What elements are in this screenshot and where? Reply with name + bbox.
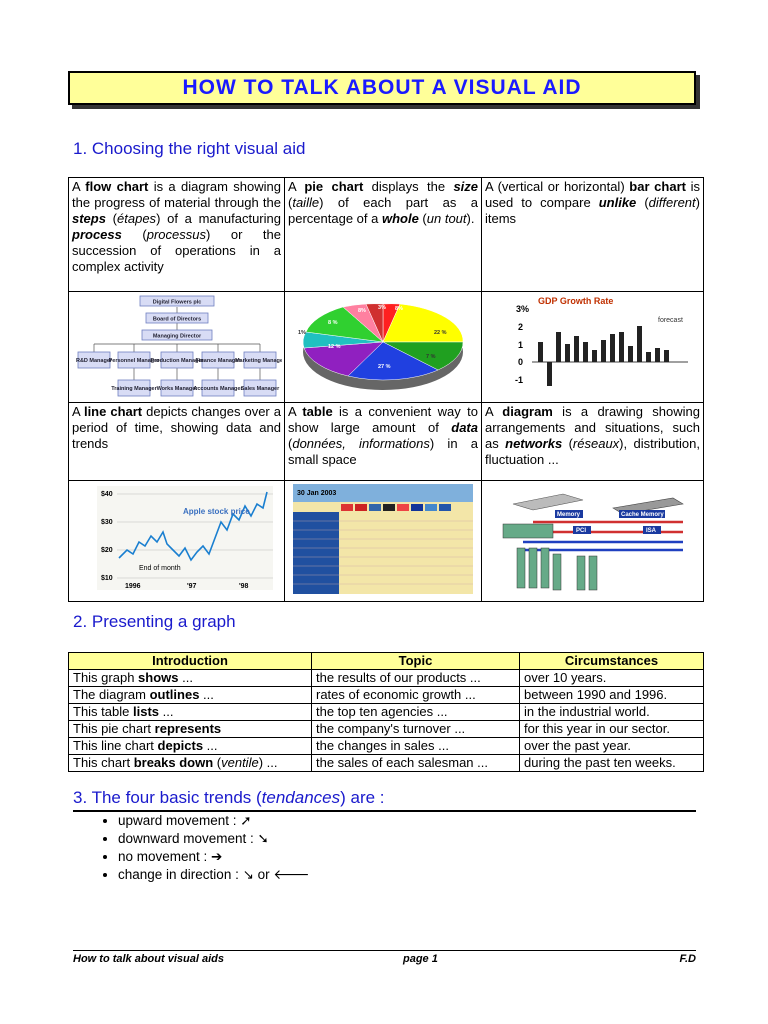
svg-text:$30: $30 [100, 519, 113, 526]
org-chart-illustration [72, 292, 282, 398]
computer-diagram-illustration [493, 484, 693, 594]
section-3-heading: 3. The four basic trends (tendances) are : [73, 788, 696, 812]
table-row: This pie chart represents the company's turnover ... for this year in our sector. [69, 721, 704, 738]
bar-forecast-label: forecast [657, 317, 683, 324]
table-row: The diagram outlines ... rates of economic growth ... between 1990 and 1996. [69, 687, 704, 704]
bar-illustration [488, 292, 698, 398]
page-title: HOW TO TALK ABOUT A VISUAL AID [182, 76, 582, 99]
col-header-circumstances: Circumstances [520, 653, 704, 670]
line-chart-image [69, 481, 285, 602]
diagram-cell: A diagram is a drawing showing arrangements and situations, such as networks (réseaux), distribution, fluctuation ... [482, 403, 704, 481]
org-board-label: Board of Directors [152, 316, 201, 323]
svg-text:Cache Memory: Cache Memory [620, 512, 664, 518]
org-works-label: Works Manager [156, 386, 197, 392]
org-marketing-label: Marketing Manager [234, 358, 282, 364]
svg-text:ISA: ISA [645, 528, 656, 534]
svg-text:12 %: 12 % [328, 344, 341, 350]
table-illustration [293, 484, 473, 594]
list-item: • change in direction : ↘ or 🡐 [118, 866, 310, 884]
line-xlabel: End of month [138, 565, 181, 572]
svg-text:22 %: 22 % [434, 330, 447, 336]
list-item: • upward movement : ➚ [118, 812, 310, 830]
svg-text:-1: -1 [514, 375, 523, 385]
svg-text:0: 0 [517, 357, 523, 367]
flow-chart-cell: A flow chart is a diagram showing the progress of material through the steps (étapes) of a manufacturing process (processus) or the succession of operations in a complex activity [69, 178, 285, 292]
svg-text:$40: $40 [100, 491, 113, 498]
svg-text:7 %: 7 % [426, 354, 436, 360]
flow-chart-image [69, 292, 285, 403]
org-training-label: Training Manager [110, 386, 157, 392]
list-item: • downward movement : ➘ [118, 830, 310, 848]
svg-text:8 %: 8 % [328, 320, 338, 326]
line-chart-cell: A line chart depicts changes over a period of time, showing data and trends [69, 403, 285, 481]
svg-text:$20: $20 [100, 547, 113, 554]
table-row: This chart breaks down (ventile) ... the sales of each salesman ... during the past ten weeks. [69, 755, 704, 772]
page-footer [73, 950, 696, 965]
table-cell: A table is a convenient way to show large amount of data (données, informations) in a small space [285, 403, 482, 481]
svg-text:$10: $10 [100, 575, 113, 582]
pie-chart-image [285, 292, 482, 403]
svg-text:8%: 8% [395, 306, 403, 312]
pie-chart-cell: A pie chart displays the size (taille) of each part as a percentage of a whole (un tout). [285, 178, 482, 292]
svg-text:3%: 3% [378, 305, 386, 311]
svg-text:'97: '97 [186, 583, 196, 590]
title-box [68, 71, 696, 105]
col-header-topic: Topic [312, 653, 520, 670]
svg-text:Memory: Memory [556, 512, 580, 518]
bar-title: GDP Growth Rate [537, 296, 613, 306]
footer-author: F.D [679, 953, 696, 965]
presenting-graph-table [68, 652, 704, 772]
org-accounts-label: Accounts Manager [192, 386, 243, 392]
org-rd-label: R&D Manager [75, 358, 112, 364]
org-personnel-label: Personnel Manager [108, 358, 159, 364]
table-row: This table lists ... the top ten agencies ... in the industrial world. [69, 704, 704, 721]
line-series-label: Apple stock price [182, 507, 250, 516]
svg-text:PCI: PCI [575, 528, 586, 534]
svg-text:1: 1 [517, 340, 523, 350]
visual-aid-grid [68, 177, 704, 602]
section-1-heading: 1. Choosing the right visual aid [73, 139, 306, 158]
list-item: • no movement : ➔ [118, 848, 310, 866]
col-header-introduction: Introduction [69, 653, 312, 670]
org-sales-label: Sales Manager [240, 386, 279, 392]
svg-text:8%: 8% [358, 308, 366, 314]
trend-list [100, 812, 310, 884]
diagram-image [482, 481, 704, 602]
bar-chart-cell: A (vertical or horizontal) bar chart is used to compare unlike (different) items [482, 178, 704, 292]
table-row: This line chart depicts ... the changes in sales ... over the past year. [69, 738, 704, 755]
org-production-label: Production Manager [149, 358, 204, 364]
table-row: This graph shows ... the results of our products ... over 10 years. [69, 670, 704, 687]
line-illustration [77, 484, 277, 594]
org-finance-label: Finance Manager [195, 358, 240, 364]
bar-chart-image [482, 292, 704, 403]
svg-text:1%: 1% [298, 330, 306, 336]
footer-title: How to talk about visual aids [73, 953, 224, 965]
pie-illustration [288, 292, 478, 398]
table-image [285, 481, 482, 602]
org-top-label: Digital Flowers plc [152, 299, 201, 306]
svg-text:2: 2 [517, 322, 523, 332]
table-date: 30 Jan 2003 [297, 490, 337, 497]
svg-text:3%: 3% [515, 304, 529, 314]
footer-page-number: page 1 [403, 953, 438, 965]
svg-text:'98: '98 [238, 583, 248, 590]
org-md-label: Managing Director [152, 333, 201, 340]
section-2-heading: 2. Presenting a graph [73, 612, 236, 631]
svg-text:1996: 1996 [124, 583, 141, 590]
svg-text:27 %: 27 % [378, 364, 391, 370]
